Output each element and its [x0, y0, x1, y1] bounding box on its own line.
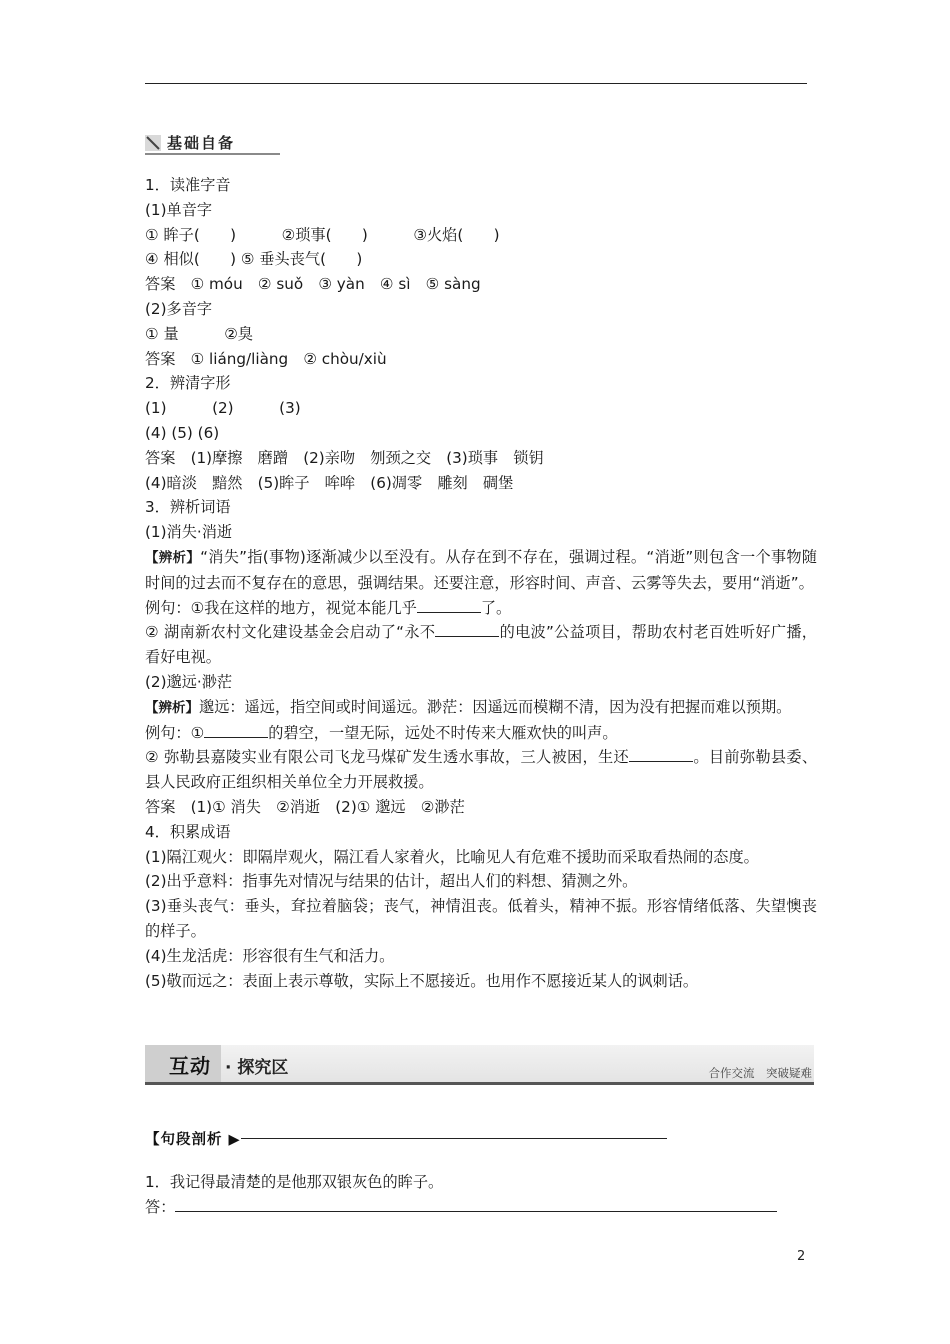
fill-blank: [629, 747, 693, 762]
banner-tagline: 合作交流 突破疑难: [708, 1066, 812, 1080]
header-rule: [145, 83, 807, 84]
content-line: ④ 相似( ) ⑤ 垂头丧气( ): [145, 250, 363, 269]
main-content: [145, 173, 817, 993]
content-line: (4) (5) (6): [145, 423, 220, 442]
analysis-label: 【辨析】: [145, 699, 199, 716]
content-line: (4)暗淡 黯然 (5)眸子 哞哞 (6)凋零 雕刻 碉堡: [145, 473, 514, 492]
answer-row: [145, 1195, 817, 1220]
content-line: (1) (2) (3): [145, 399, 301, 418]
analysis-text: “消失”指(事物)逐渐减少以至没有。从存在到不存在，强调过程。“消逝”则包含一个事物随时间的过去而不复存在的意思，强调结果。还要注意，形容时间、声音、云雾等失去，要用“消逝”。: [145, 547, 817, 592]
page-number: 2: [797, 1249, 806, 1264]
example-sentence: 例句：①我在这样的地方，视觉本能几乎 了。: [145, 598, 512, 617]
content-line: (1)消失·消逝: [145, 523, 233, 542]
fill-blank: [417, 598, 481, 613]
content-line: 答案 (1)摩擦 磨蹭 (2)亲吻 刎颈之交 (3)琐事 锁钥: [145, 448, 544, 467]
section-title: 基础自备: [167, 134, 236, 152]
analysis-rule: [241, 1138, 667, 1139]
banner-rule: [145, 1082, 814, 1085]
idiom-item: (2)出乎意料：指事先对情况与结果的估计，超出人们的料想、猜测之外。: [145, 872, 638, 891]
question-block: [145, 1170, 817, 1220]
analysis-label: 【辨析】: [145, 549, 201, 566]
fill-blank: [204, 723, 268, 738]
idiom-item: (4)生龙活虎：形容很有生气和活力。: [145, 946, 395, 965]
banner-title: 互动: [169, 1054, 211, 1078]
banner-subtitle: · 探究区: [225, 1058, 289, 1078]
analysis-paragraph-1: [145, 545, 817, 596]
section-underline: [145, 153, 280, 155]
answer-field[interactable]: [175, 1197, 777, 1212]
idiom-item: (5)敬而远之：表面上表示尊敬，实际上不愿接近。也用作不愿接近某人的讽刺话。: [145, 971, 699, 990]
analysis-title: 【句段剖析 ▶: [145, 1132, 241, 1148]
analysis-paragraph-2: [145, 695, 817, 721]
analysis-header: [145, 1128, 525, 1150]
answer-line-text: 答案 (1)① 消失 ②消逝 (2)① 邈远 ②渺茫: [145, 797, 465, 816]
content-line: 2．辨清字形: [145, 374, 231, 393]
content-line: 答案 ① móu ② suǒ ③ yàn ④ sì ⑤ sàng: [145, 275, 481, 294]
analysis-text: 邈远：遥远，指空间或时间遥远。渺茫：因遥远而模糊不清，因为没有把握而难以预期。: [199, 697, 792, 716]
example-sentence: 例句：① 的碧空，一望无际，远处不时传来大雁欢快的叫声。: [145, 723, 618, 742]
content-line: (2)邈远·渺茫: [145, 672, 233, 691]
content-line: 1．读准字音: [145, 176, 231, 194]
section-banner-interactive: [145, 1045, 814, 1085]
fill-blank: [435, 622, 499, 637]
answer-label: 答：: [145, 1197, 176, 1216]
section-header-basics: [145, 131, 280, 155]
content-line: 3．辨析词语: [145, 498, 231, 517]
idiom-item: (1)隔江观火：即隔岸观火，隔江看人家着火，比喻见人有危难不援助而采取看热闹的态度。: [145, 847, 759, 866]
content-line: ① 眸子( ) ②琐事( ) ③火焰( ): [145, 225, 500, 244]
example-sentence: ② 弥勒县嘉陵实业有限公司飞龙马煤矿发生透水事故，三人被困，生还 。目前弥勒县委、县人民政府正组织相关单位全力开展救援。: [145, 748, 817, 792]
content-line: ① 量 ②臭: [145, 324, 253, 343]
example-sentence: ② 湖南新农村文化建设基金会启动了“永不 的电波”公益项目，帮助农村老百姓听好广播，看好电视。: [145, 623, 817, 667]
section-marker-icon: [145, 135, 161, 151]
idiom-item: (3)垂头丧气：垂头，耷拉着脑袋；丧气，神情沮丧。低着头，精神不振。形容情绪低落、失望懊丧的样子。: [145, 897, 817, 940]
question-text: 1．我记得最清楚的是他那双银灰色的眸子。: [145, 1173, 444, 1191]
content-line: 答案 ① liáng/liàng ② chòu/xiù: [145, 349, 387, 368]
content-line: (1)单音字: [145, 200, 213, 219]
content-line: 4．积累成语: [145, 822, 231, 841]
content-line: (2)多音字: [145, 299, 213, 318]
